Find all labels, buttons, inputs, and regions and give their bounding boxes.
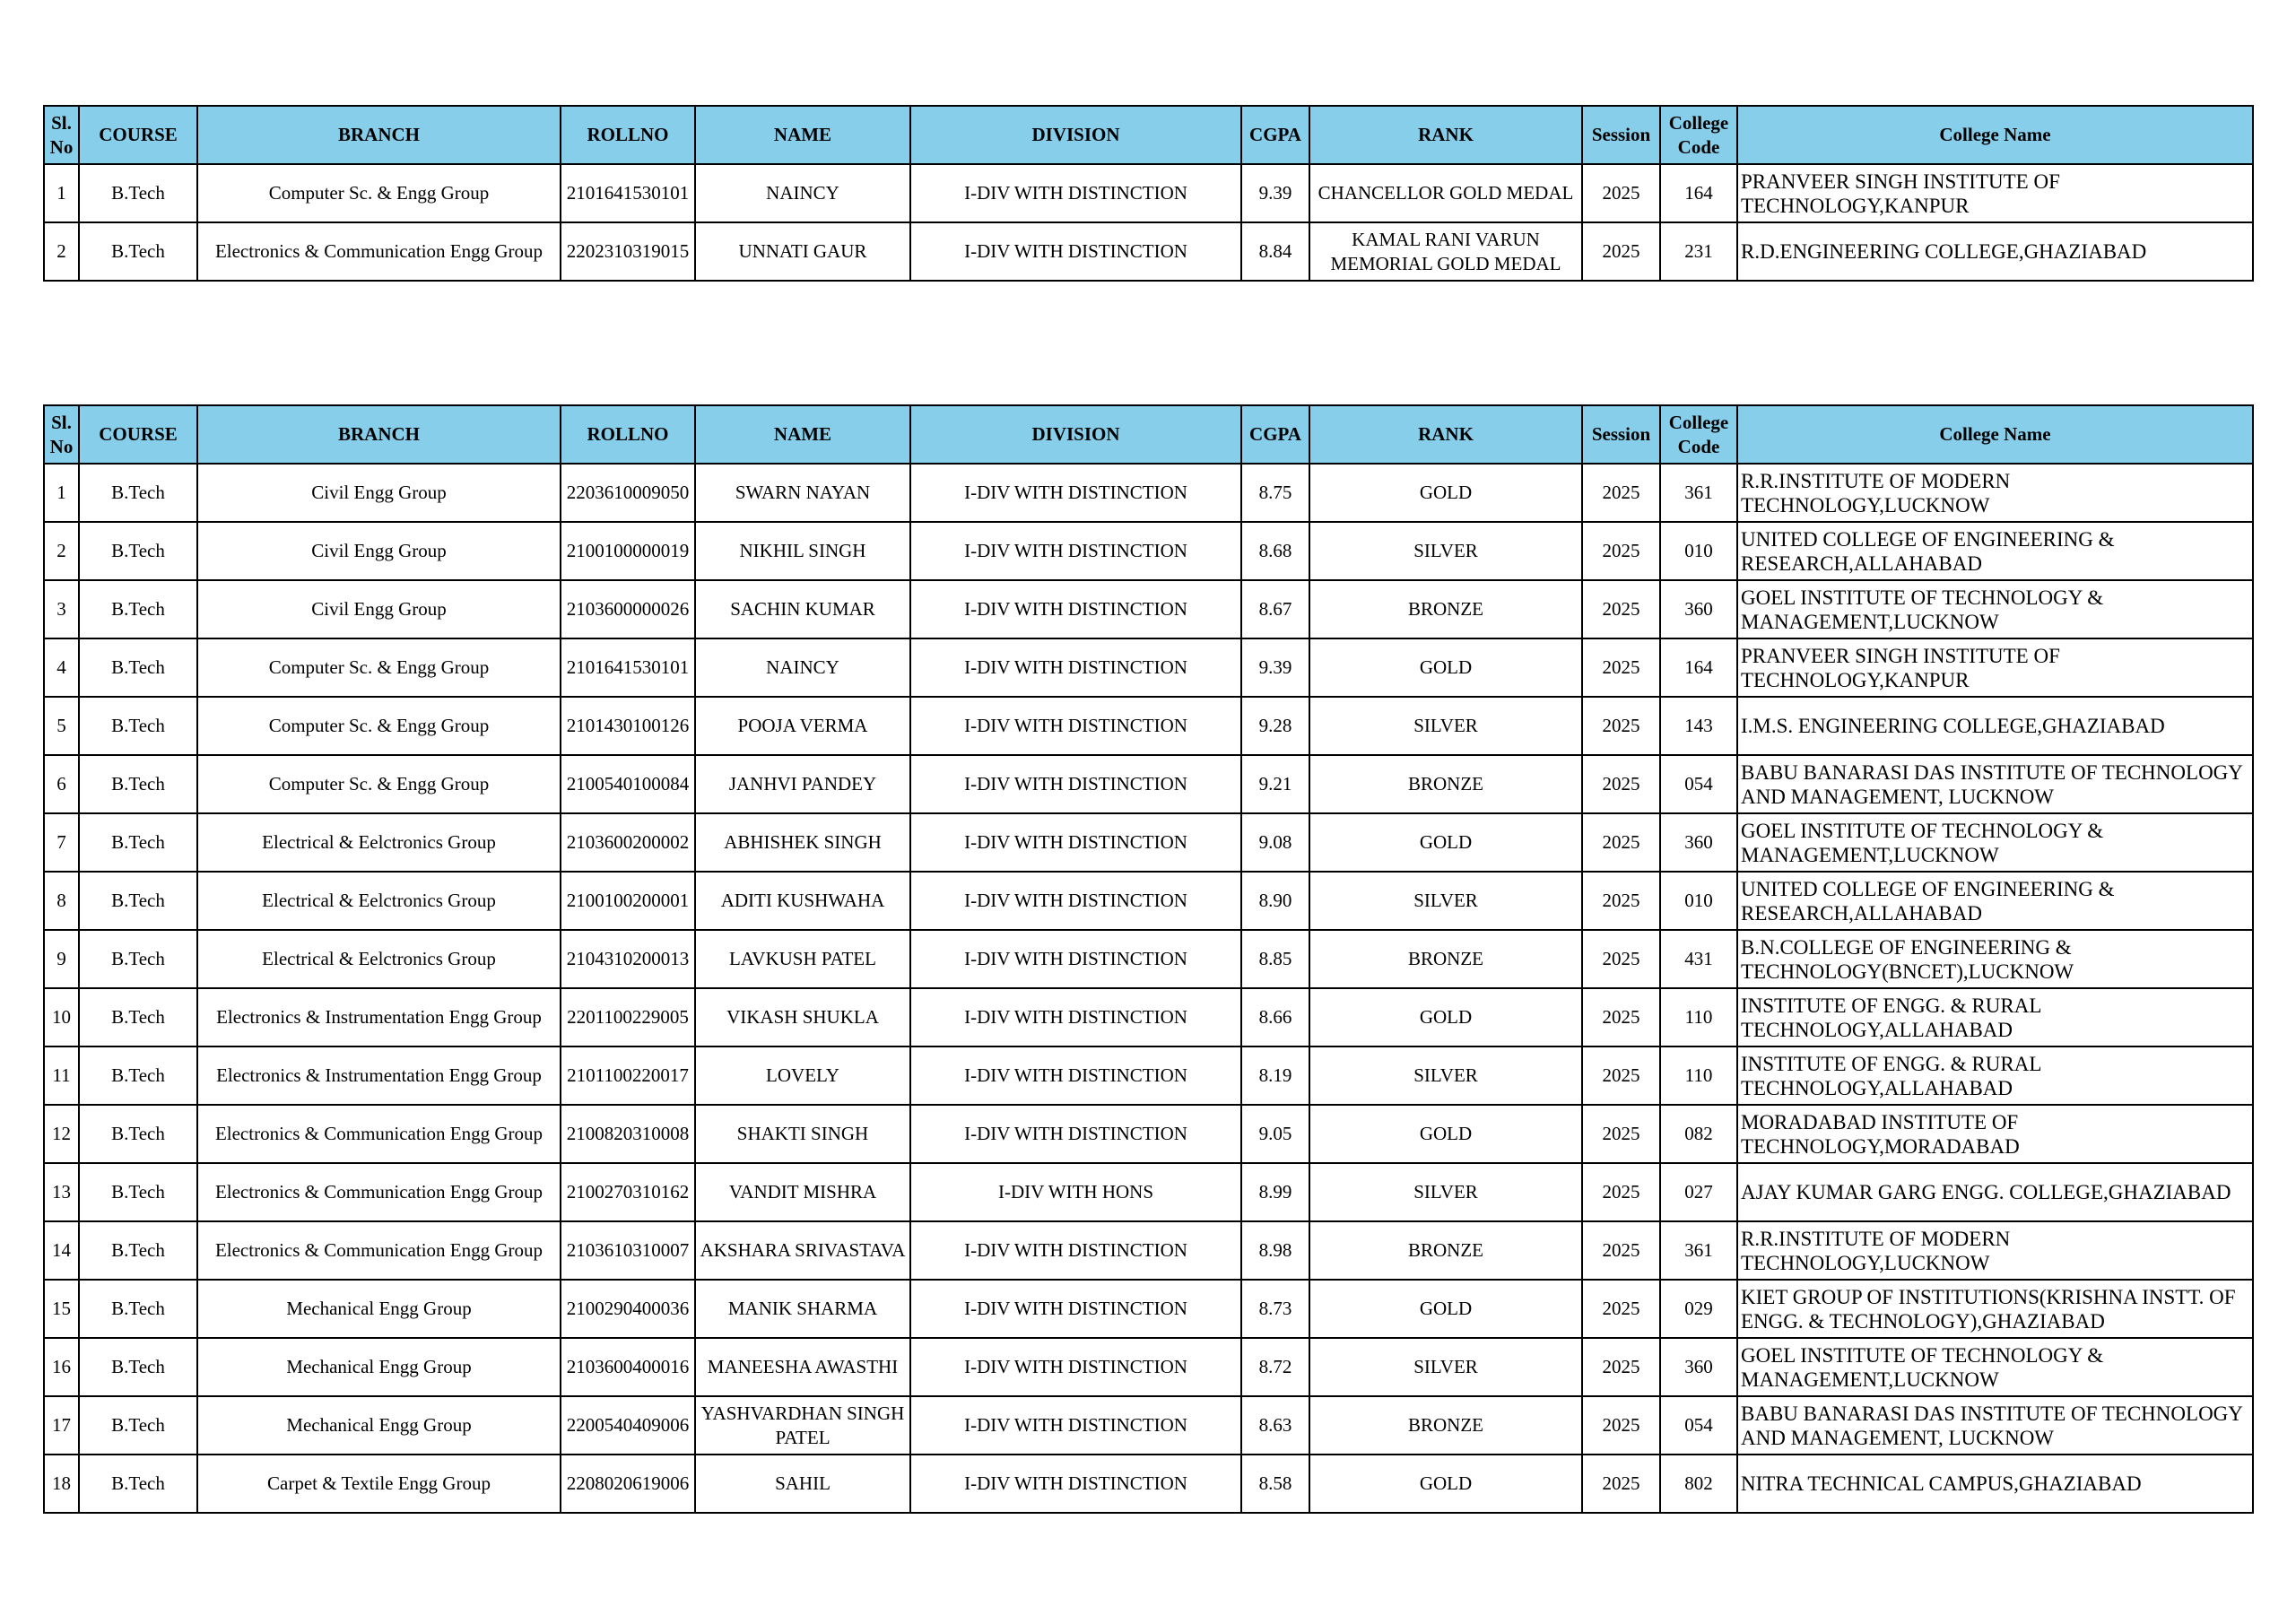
college-code-cell: 360 bbox=[1660, 1338, 1737, 1396]
session-cell: 2025 bbox=[1582, 813, 1660, 872]
rank-cell: SILVER bbox=[1309, 1338, 1582, 1396]
sl-no-cell: 2 bbox=[44, 522, 79, 580]
rollno-cell: 2103600200002 bbox=[561, 813, 695, 872]
column-header-session: Session bbox=[1582, 405, 1660, 464]
column-header-rank: RANK bbox=[1309, 106, 1582, 164]
column-header-college-name: College Name bbox=[1737, 405, 2253, 464]
course-cell: B.Tech bbox=[79, 755, 197, 813]
college-code-cell: 082 bbox=[1660, 1105, 1737, 1163]
division-cell: I-DIV WITH HONS bbox=[910, 1163, 1241, 1221]
rollno-cell: 2100270310162 bbox=[561, 1163, 695, 1221]
sl-no-cell: 7 bbox=[44, 813, 79, 872]
header-row bbox=[44, 106, 2253, 164]
sl-no-cell: 12 bbox=[44, 1105, 79, 1163]
cgpa-cell: 8.73 bbox=[1241, 1280, 1309, 1338]
column-header-branch: BRANCH bbox=[197, 106, 561, 164]
rank-cell: SILVER bbox=[1309, 697, 1582, 755]
rank-cell: GOLD bbox=[1309, 1280, 1582, 1338]
college-code-cell: 110 bbox=[1660, 988, 1737, 1046]
college-code-cell: 054 bbox=[1660, 1396, 1737, 1455]
cgpa-cell: 9.28 bbox=[1241, 697, 1309, 755]
college-code-cell: 361 bbox=[1660, 464, 1737, 522]
session-cell: 2025 bbox=[1582, 1046, 1660, 1105]
table-row bbox=[44, 522, 2253, 580]
session-cell: 2025 bbox=[1582, 1280, 1660, 1338]
table-header bbox=[44, 106, 2253, 164]
student-name-cell: LOVELY bbox=[695, 1046, 910, 1105]
course-cell: B.Tech bbox=[79, 1163, 197, 1221]
student-name-cell: SACHIN KUMAR bbox=[695, 580, 910, 638]
student-name-cell: VIKASH SHUKLA bbox=[695, 988, 910, 1046]
sl-no-cell: 13 bbox=[44, 1163, 79, 1221]
branch-cell: Civil Engg Group bbox=[197, 580, 561, 638]
student-name-cell: VANDIT MISHRA bbox=[695, 1163, 910, 1221]
college-code-cell: 360 bbox=[1660, 580, 1737, 638]
student-name-cell: YASHVARDHAN SINGH PATEL bbox=[695, 1396, 910, 1455]
division-cell: I-DIV WITH DISTINCTION bbox=[910, 464, 1241, 522]
rollno-cell: 2202310319015 bbox=[561, 222, 695, 281]
student-name-cell: SAHIL bbox=[695, 1455, 910, 1513]
column-header-branch: BRANCH bbox=[197, 405, 561, 464]
rollno-cell: 2101430100126 bbox=[561, 697, 695, 755]
cgpa-cell: 8.58 bbox=[1241, 1455, 1309, 1513]
session-cell: 2025 bbox=[1582, 1163, 1660, 1221]
rollno-cell: 2103600400016 bbox=[561, 1338, 695, 1396]
table-row bbox=[44, 1221, 2253, 1280]
college-name-cell: UNITED COLLEGE OF ENGINEERING & RESEARCH,ALLAHABAD bbox=[1737, 522, 2253, 580]
college-code-cell: 431 bbox=[1660, 930, 1737, 988]
branch-cell: Electronics & Communication Engg Group bbox=[197, 1105, 561, 1163]
branch-cell: Mechanical Engg Group bbox=[197, 1396, 561, 1455]
branch-cell: Mechanical Engg Group bbox=[197, 1338, 561, 1396]
division-cell: I-DIV WITH DISTINCTION bbox=[910, 164, 1241, 222]
table-row bbox=[44, 1046, 2253, 1105]
branch-cell: Computer Sc. & Engg Group bbox=[197, 755, 561, 813]
table-row bbox=[44, 1338, 2253, 1396]
student-name-cell: ABHISHEK SINGH bbox=[695, 813, 910, 872]
rollno-cell: 2201100229005 bbox=[561, 988, 695, 1046]
session-cell: 2025 bbox=[1582, 1455, 1660, 1513]
table-row bbox=[44, 1280, 2253, 1338]
division-cell: I-DIV WITH DISTINCTION bbox=[910, 697, 1241, 755]
student-name-cell: SHAKTI SINGH bbox=[695, 1105, 910, 1163]
column-header-rollno: ROLLNO bbox=[561, 106, 695, 164]
rollno-cell: 2103600000026 bbox=[561, 580, 695, 638]
college-name-cell: GOEL INSTITUTE OF TECHNOLOGY & MANAGEMENT,LUCKNOW bbox=[1737, 1338, 2253, 1396]
course-cell: B.Tech bbox=[79, 1396, 197, 1455]
branch-cell: Electronics & Communication Engg Group bbox=[197, 1221, 561, 1280]
table-row bbox=[44, 222, 2253, 281]
rollno-cell: 2101641530101 bbox=[561, 638, 695, 697]
rollno-cell: 2103610310007 bbox=[561, 1221, 695, 1280]
rollno-cell: 2100100000019 bbox=[561, 522, 695, 580]
branch-cell: Computer Sc. & Engg Group bbox=[197, 164, 561, 222]
college-name-cell: UNITED COLLEGE OF ENGINEERING & RESEARCH,ALLAHABAD bbox=[1737, 872, 2253, 930]
cgpa-cell: 9.21 bbox=[1241, 755, 1309, 813]
table-row bbox=[44, 464, 2253, 522]
session-cell: 2025 bbox=[1582, 164, 1660, 222]
rank-cell: GOLD bbox=[1309, 464, 1582, 522]
division-cell: I-DIV WITH DISTINCTION bbox=[910, 930, 1241, 988]
college-name-cell: R.D.ENGINEERING COLLEGE,GHAZIABAD bbox=[1737, 222, 2253, 281]
branch-cell: Civil Engg Group bbox=[197, 522, 561, 580]
rank-cell: GOLD bbox=[1309, 813, 1582, 872]
rank-cell: KAMAL RANI VARUN MEMORIAL GOLD MEDAL bbox=[1309, 222, 1582, 281]
student-name-cell: NAINCY bbox=[695, 164, 910, 222]
session-cell: 2025 bbox=[1582, 638, 1660, 697]
division-cell: I-DIV WITH DISTINCTION bbox=[910, 1105, 1241, 1163]
table-body bbox=[44, 164, 2253, 281]
session-cell: 2025 bbox=[1582, 697, 1660, 755]
column-header-sl-no: Sl. No bbox=[44, 106, 79, 164]
table-header bbox=[44, 405, 2253, 464]
session-cell: 2025 bbox=[1582, 222, 1660, 281]
table-row bbox=[44, 988, 2253, 1046]
cgpa-cell: 8.84 bbox=[1241, 222, 1309, 281]
college-code-cell: 361 bbox=[1660, 1221, 1737, 1280]
sl-no-cell: 3 bbox=[44, 580, 79, 638]
rank-cell: BRONZE bbox=[1309, 580, 1582, 638]
cgpa-cell: 9.39 bbox=[1241, 164, 1309, 222]
course-cell: B.Tech bbox=[79, 1338, 197, 1396]
college-name-cell: NITRA TECHNICAL CAMPUS,GHAZIABAD bbox=[1737, 1455, 2253, 1513]
student-name-cell: SWARN NAYAN bbox=[695, 464, 910, 522]
cgpa-cell: 9.08 bbox=[1241, 813, 1309, 872]
rank-cell: SILVER bbox=[1309, 1163, 1582, 1221]
division-cell: I-DIV WITH DISTINCTION bbox=[910, 1396, 1241, 1455]
sl-no-cell: 1 bbox=[44, 164, 79, 222]
cgpa-cell: 8.66 bbox=[1241, 988, 1309, 1046]
course-cell: B.Tech bbox=[79, 988, 197, 1046]
table-row bbox=[44, 1396, 2253, 1455]
cgpa-cell: 8.85 bbox=[1241, 930, 1309, 988]
cgpa-cell: 9.39 bbox=[1241, 638, 1309, 697]
sl-no-cell: 5 bbox=[44, 697, 79, 755]
course-cell: B.Tech bbox=[79, 1455, 197, 1513]
division-cell: I-DIV WITH DISTINCTION bbox=[910, 1221, 1241, 1280]
cgpa-cell: 8.90 bbox=[1241, 872, 1309, 930]
college-code-cell: 029 bbox=[1660, 1280, 1737, 1338]
table-row bbox=[44, 638, 2253, 697]
session-cell: 2025 bbox=[1582, 755, 1660, 813]
college-code-cell: 164 bbox=[1660, 164, 1737, 222]
student-name-cell: LAVKUSH PATEL bbox=[695, 930, 910, 988]
session-cell: 2025 bbox=[1582, 1105, 1660, 1163]
student-name-cell: ADITI KUSHWAHA bbox=[695, 872, 910, 930]
branch-cell: Electronics & Communication Engg Group bbox=[197, 222, 561, 281]
college-code-cell: 027 bbox=[1660, 1163, 1737, 1221]
rank-cell: SILVER bbox=[1309, 1046, 1582, 1105]
college-code-cell: 360 bbox=[1660, 813, 1737, 872]
cgpa-cell: 8.68 bbox=[1241, 522, 1309, 580]
college-name-cell: R.R.INSTITUTE OF MODERN TECHNOLOGY,LUCKNOW bbox=[1737, 464, 2253, 522]
table-row bbox=[44, 580, 2253, 638]
column-header-division: DIVISION bbox=[910, 405, 1241, 464]
college-code-cell: 231 bbox=[1660, 222, 1737, 281]
rank-cell: SILVER bbox=[1309, 522, 1582, 580]
rank-cell: GOLD bbox=[1309, 1455, 1582, 1513]
college-code-cell: 010 bbox=[1660, 872, 1737, 930]
division-cell: I-DIV WITH DISTINCTION bbox=[910, 1046, 1241, 1105]
column-header-rank: RANK bbox=[1309, 405, 1582, 464]
column-header-college-name: College Name bbox=[1737, 106, 2253, 164]
student-name-cell: MANEESHA AWASTHI bbox=[695, 1338, 910, 1396]
sl-no-cell: 6 bbox=[44, 755, 79, 813]
division-cell: I-DIV WITH DISTINCTION bbox=[910, 222, 1241, 281]
division-cell: I-DIV WITH DISTINCTION bbox=[910, 1280, 1241, 1338]
sl-no-cell: 14 bbox=[44, 1221, 79, 1280]
course-cell: B.Tech bbox=[79, 872, 197, 930]
branch-cell: Electrical & Eelctronics Group bbox=[197, 872, 561, 930]
cgpa-cell: 8.19 bbox=[1241, 1046, 1309, 1105]
medal-table-branch bbox=[43, 404, 2254, 1514]
table-row bbox=[44, 164, 2253, 222]
college-name-cell: PRANVEER SINGH INSTITUTE OF TECHNOLOGY,KANPUR bbox=[1737, 638, 2253, 697]
student-name-cell: POOJA VERMA bbox=[695, 697, 910, 755]
course-cell: B.Tech bbox=[79, 164, 197, 222]
cgpa-cell: 8.72 bbox=[1241, 1338, 1309, 1396]
rank-cell: GOLD bbox=[1309, 638, 1582, 697]
sl-no-cell: 11 bbox=[44, 1046, 79, 1105]
college-code-cell: 010 bbox=[1660, 522, 1737, 580]
college-name-cell: PRANVEER SINGH INSTITUTE OF TECHNOLOGY,KANPUR bbox=[1737, 164, 2253, 222]
college-name-cell: GOEL INSTITUTE OF TECHNOLOGY & MANAGEMENT,LUCKNOW bbox=[1737, 813, 2253, 872]
session-cell: 2025 bbox=[1582, 988, 1660, 1046]
header-row bbox=[44, 405, 2253, 464]
division-cell: I-DIV WITH DISTINCTION bbox=[910, 1338, 1241, 1396]
table-row bbox=[44, 813, 2253, 872]
division-cell: I-DIV WITH DISTINCTION bbox=[910, 580, 1241, 638]
college-name-cell: INSTITUTE OF ENGG. & RURAL TECHNOLOGY,ALLAHABAD bbox=[1737, 988, 2253, 1046]
division-cell: I-DIV WITH DISTINCTION bbox=[910, 813, 1241, 872]
branch-cell: Electrical & Eelctronics Group bbox=[197, 930, 561, 988]
division-cell: I-DIV WITH DISTINCTION bbox=[910, 755, 1241, 813]
course-cell: B.Tech bbox=[79, 222, 197, 281]
table-body bbox=[44, 464, 2253, 1513]
cgpa-cell: 8.99 bbox=[1241, 1163, 1309, 1221]
branch-cell: Electronics & Communication Engg Group bbox=[197, 1163, 561, 1221]
rank-cell: SILVER bbox=[1309, 872, 1582, 930]
branch-cell: Mechanical Engg Group bbox=[197, 1280, 561, 1338]
sl-no-cell: 10 bbox=[44, 988, 79, 1046]
sl-no-cell: 17 bbox=[44, 1396, 79, 1455]
column-header-cgpa: CGPA bbox=[1241, 405, 1309, 464]
rollno-cell: 2208020619006 bbox=[561, 1455, 695, 1513]
college-name-cell: GOEL INSTITUTE OF TECHNOLOGY & MANAGEMENT,LUCKNOW bbox=[1737, 580, 2253, 638]
student-name-cell: NIKHIL SINGH bbox=[695, 522, 910, 580]
table-row bbox=[44, 872, 2253, 930]
sl-no-cell: 16 bbox=[44, 1338, 79, 1396]
student-name-cell: AKSHARA SRIVASTAVA bbox=[695, 1221, 910, 1280]
student-name-cell: UNNATI GAUR bbox=[695, 222, 910, 281]
rank-cell: BRONZE bbox=[1309, 930, 1582, 988]
course-cell: B.Tech bbox=[79, 930, 197, 988]
rank-cell: BRONZE bbox=[1309, 1221, 1582, 1280]
column-header-sl-no: Sl. No bbox=[44, 405, 79, 464]
column-header-college-code: College Code bbox=[1660, 106, 1737, 164]
session-cell: 2025 bbox=[1582, 1338, 1660, 1396]
column-header-student-name: NAME bbox=[695, 405, 910, 464]
column-header-division: DIVISION bbox=[910, 106, 1241, 164]
rollno-cell: 2101100220017 bbox=[561, 1046, 695, 1105]
cgpa-cell: 9.05 bbox=[1241, 1105, 1309, 1163]
rollno-cell: 2100100200001 bbox=[561, 872, 695, 930]
college-code-cell: 143 bbox=[1660, 697, 1737, 755]
student-name-cell: MANIK SHARMA bbox=[695, 1280, 910, 1338]
course-cell: B.Tech bbox=[79, 580, 197, 638]
table-row bbox=[44, 930, 2253, 988]
rollno-cell: 2100820310008 bbox=[561, 1105, 695, 1163]
college-name-cell: INSTITUTE OF ENGG. & RURAL TECHNOLOGY,ALLAHABAD bbox=[1737, 1046, 2253, 1105]
course-cell: B.Tech bbox=[79, 697, 197, 755]
session-cell: 2025 bbox=[1582, 522, 1660, 580]
branch-cell: Computer Sc. & Engg Group bbox=[197, 638, 561, 697]
session-cell: 2025 bbox=[1582, 1396, 1660, 1455]
rank-cell: BRONZE bbox=[1309, 755, 1582, 813]
sl-no-cell: 8 bbox=[44, 872, 79, 930]
college-name-cell: AJAY KUMAR GARG ENGG. COLLEGE,GHAZIABAD bbox=[1737, 1163, 2253, 1221]
rank-cell: GOLD bbox=[1309, 1105, 1582, 1163]
cgpa-cell: 8.98 bbox=[1241, 1221, 1309, 1280]
college-code-cell: 802 bbox=[1660, 1455, 1737, 1513]
rollno-cell: 2100290400036 bbox=[561, 1280, 695, 1338]
cgpa-cell: 8.75 bbox=[1241, 464, 1309, 522]
student-name-cell: NAINCY bbox=[695, 638, 910, 697]
session-cell: 2025 bbox=[1582, 872, 1660, 930]
table-row bbox=[44, 697, 2253, 755]
branch-cell: Electronics & Instrumentation Engg Group bbox=[197, 1046, 561, 1105]
column-header-course: COURSE bbox=[79, 405, 197, 464]
college-name-cell: BABU BANARASI DAS INSTITUTE OF TECHNOLOGY AND MANAGEMENT, LUCKNOW bbox=[1737, 755, 2253, 813]
rollno-cell: 2104310200013 bbox=[561, 930, 695, 988]
student-name-cell: JANHVI PANDEY bbox=[695, 755, 910, 813]
college-name-cell: I.M.S. ENGINEERING COLLEGE,GHAZIABAD bbox=[1737, 697, 2253, 755]
table-row bbox=[44, 1105, 2253, 1163]
rank-cell: CHANCELLOR GOLD MEDAL bbox=[1309, 164, 1582, 222]
college-code-cell: 164 bbox=[1660, 638, 1737, 697]
session-cell: 2025 bbox=[1582, 1221, 1660, 1280]
table-row bbox=[44, 1163, 2253, 1221]
table-row bbox=[44, 755, 2253, 813]
division-cell: I-DIV WITH DISTINCTION bbox=[910, 522, 1241, 580]
session-cell: 2025 bbox=[1582, 464, 1660, 522]
session-cell: 2025 bbox=[1582, 930, 1660, 988]
course-cell: B.Tech bbox=[79, 1221, 197, 1280]
cgpa-cell: 8.67 bbox=[1241, 580, 1309, 638]
column-header-session: Session bbox=[1582, 106, 1660, 164]
rank-cell: BRONZE bbox=[1309, 1396, 1582, 1455]
college-name-cell: MORADABAD INSTITUTE OF TECHNOLOGY,MORADABAD bbox=[1737, 1105, 2253, 1163]
column-header-student-name: NAME bbox=[695, 106, 910, 164]
branch-cell: Electrical & Eelctronics Group bbox=[197, 813, 561, 872]
sl-no-cell: 2 bbox=[44, 222, 79, 281]
rollno-cell: 2200540409006 bbox=[561, 1396, 695, 1455]
course-cell: B.Tech bbox=[79, 522, 197, 580]
branch-cell: Carpet & Textile Engg Group bbox=[197, 1455, 561, 1513]
course-cell: B.Tech bbox=[79, 1280, 197, 1338]
division-cell: I-DIV WITH DISTINCTION bbox=[910, 988, 1241, 1046]
sl-no-cell: 15 bbox=[44, 1280, 79, 1338]
session-cell: 2025 bbox=[1582, 580, 1660, 638]
column-header-course: COURSE bbox=[79, 106, 197, 164]
medal-table-chancellor bbox=[43, 105, 2254, 282]
rollno-cell: 2203610009050 bbox=[561, 464, 695, 522]
column-header-college-code: College Code bbox=[1660, 405, 1737, 464]
branch-cell: Computer Sc. & Engg Group bbox=[197, 697, 561, 755]
rollno-cell: 2100540100084 bbox=[561, 755, 695, 813]
sl-no-cell: 1 bbox=[44, 464, 79, 522]
course-cell: B.Tech bbox=[79, 1046, 197, 1105]
course-cell: B.Tech bbox=[79, 464, 197, 522]
college-name-cell: KIET GROUP OF INSTITUTIONS(KRISHNA INSTT. OF ENGG. & TECHNOLOGY),GHAZIABAD bbox=[1737, 1280, 2253, 1338]
college-name-cell: BABU BANARASI DAS INSTITUTE OF TECHNOLOGY AND MANAGEMENT, LUCKNOW bbox=[1737, 1396, 2253, 1455]
college-code-cell: 054 bbox=[1660, 755, 1737, 813]
college-name-cell: R.R.INSTITUTE OF MODERN TECHNOLOGY,LUCKNOW bbox=[1737, 1221, 2253, 1280]
sl-no-cell: 4 bbox=[44, 638, 79, 697]
sl-no-cell: 9 bbox=[44, 930, 79, 988]
branch-cell: Civil Engg Group bbox=[197, 464, 561, 522]
branch-cell: Electronics & Instrumentation Engg Group bbox=[197, 988, 561, 1046]
column-header-rollno: ROLLNO bbox=[561, 405, 695, 464]
course-cell: B.Tech bbox=[79, 1105, 197, 1163]
college-name-cell: B.N.COLLEGE OF ENGINEERING & TECHNOLOGY(BNCET),LUCKNOW bbox=[1737, 930, 2253, 988]
course-cell: B.Tech bbox=[79, 638, 197, 697]
college-code-cell: 110 bbox=[1660, 1046, 1737, 1105]
rank-cell: GOLD bbox=[1309, 988, 1582, 1046]
sl-no-cell: 18 bbox=[44, 1455, 79, 1513]
division-cell: I-DIV WITH DISTINCTION bbox=[910, 1455, 1241, 1513]
division-cell: I-DIV WITH DISTINCTION bbox=[910, 638, 1241, 697]
cgpa-cell: 8.63 bbox=[1241, 1396, 1309, 1455]
column-header-cgpa: CGPA bbox=[1241, 106, 1309, 164]
table-row bbox=[44, 1455, 2253, 1513]
division-cell: I-DIV WITH DISTINCTION bbox=[910, 872, 1241, 930]
course-cell: B.Tech bbox=[79, 813, 197, 872]
rollno-cell: 2101641530101 bbox=[561, 164, 695, 222]
